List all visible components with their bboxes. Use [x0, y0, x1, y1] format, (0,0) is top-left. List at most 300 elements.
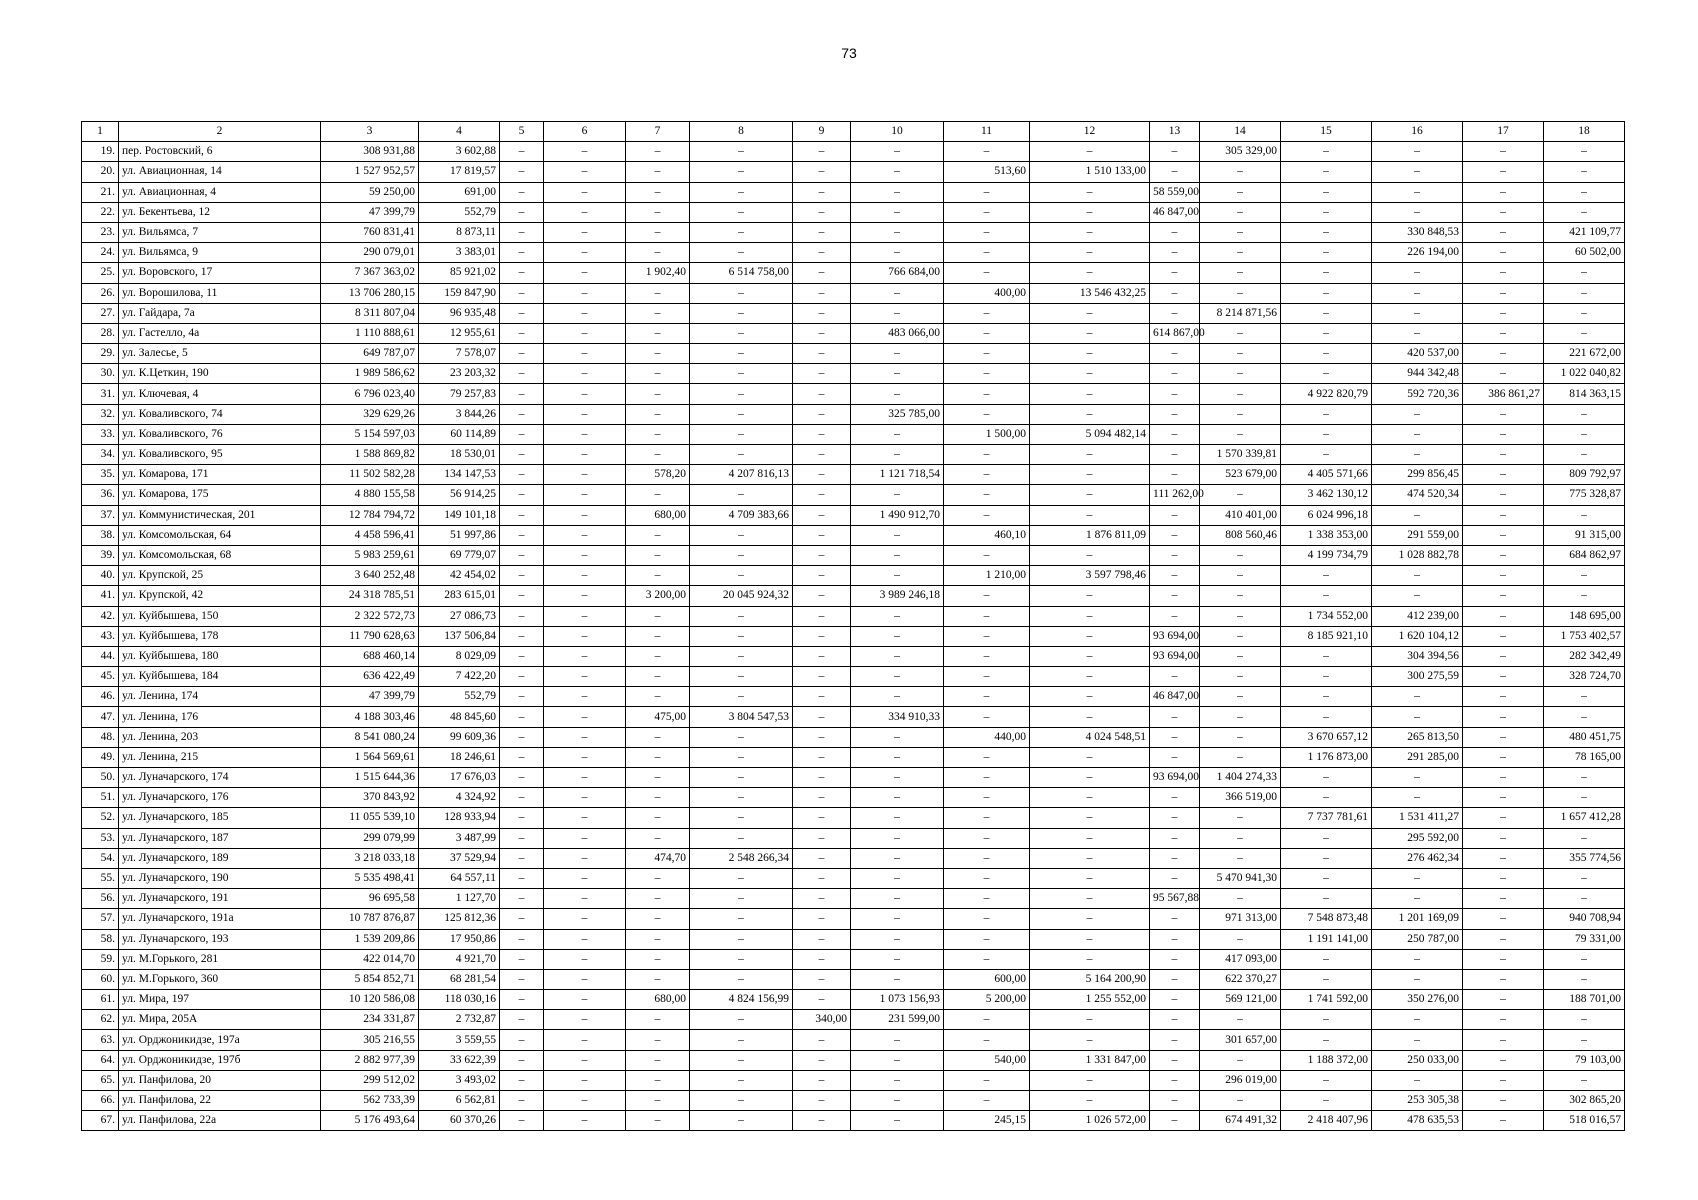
value-cell: –: [793, 566, 851, 586]
value-cell: –: [1281, 828, 1372, 848]
value-cell: –: [626, 1010, 690, 1030]
value-cell: –: [1150, 404, 1200, 424]
value-cell: 8 029,09: [419, 646, 500, 666]
value-cell: –: [793, 162, 851, 182]
row-number-cell: 66.: [82, 1091, 119, 1111]
value-cell: –: [500, 667, 544, 687]
value-cell: –: [626, 727, 690, 747]
value-cell: 10 787 876,87: [321, 909, 419, 929]
table-row: [82, 848, 1625, 868]
table-row: [82, 1030, 1625, 1050]
value-cell: –: [690, 929, 793, 949]
value-cell: –: [500, 727, 544, 747]
value-cell: 1 734 552,00: [1281, 606, 1372, 626]
value-cell: –: [1200, 404, 1281, 424]
table-row: [82, 263, 1625, 283]
address-cell: ул. Луначарского, 187: [119, 828, 321, 848]
value-cell: 27 086,73: [419, 606, 500, 626]
row-number-cell: 23.: [82, 222, 119, 242]
value-cell: –: [544, 868, 626, 888]
column-header: 3: [321, 122, 419, 142]
value-cell: –: [1030, 889, 1150, 909]
value-cell: –: [626, 768, 690, 788]
value-cell: –: [851, 182, 944, 202]
value-cell: –: [544, 1111, 626, 1131]
value-cell: –: [793, 445, 851, 465]
value-cell: –: [1463, 909, 1544, 929]
column-header: 8: [690, 122, 793, 142]
value-cell: 334 910,33: [851, 707, 944, 727]
value-cell: 1 989 586,62: [321, 364, 419, 384]
value-cell: –: [1150, 525, 1200, 545]
value-cell: 159 847,90: [419, 283, 500, 303]
value-cell: –: [690, 243, 793, 263]
value-cell: –: [1463, 828, 1544, 848]
value-cell: –: [793, 667, 851, 687]
value-cell: 540,00: [944, 1050, 1030, 1070]
value-cell: –: [1372, 263, 1463, 283]
value-cell: –: [1463, 404, 1544, 424]
value-cell: 13 546 432,25: [1030, 283, 1150, 303]
value-cell: –: [500, 969, 544, 989]
address-cell: ул. Коваливского, 95: [119, 445, 321, 465]
value-cell: –: [793, 384, 851, 404]
value-cell: –: [851, 344, 944, 364]
value-cell: –: [793, 344, 851, 364]
value-cell: 253 305,38: [1372, 1091, 1463, 1111]
value-cell: –: [544, 344, 626, 364]
value-cell: –: [1372, 424, 1463, 444]
value-cell: –: [500, 788, 544, 808]
row-number-cell: 57.: [82, 909, 119, 929]
value-cell: 188 701,00: [1544, 990, 1625, 1010]
value-cell: 1 028 882,78: [1372, 545, 1463, 565]
value-cell: –: [544, 606, 626, 626]
row-number-cell: 42.: [82, 606, 119, 626]
value-cell: –: [500, 1030, 544, 1050]
value-cell: –: [1150, 364, 1200, 384]
value-cell: –: [1150, 727, 1200, 747]
value-cell: –: [1281, 788, 1372, 808]
value-cell: –: [944, 889, 1030, 909]
value-cell: 475,00: [626, 707, 690, 727]
value-cell: 299 079,99: [321, 828, 419, 848]
value-cell: –: [1150, 667, 1200, 687]
table-row: [82, 505, 1625, 525]
value-cell: –: [626, 384, 690, 404]
value-cell: –: [1372, 566, 1463, 586]
value-cell: –: [793, 990, 851, 1010]
value-cell: –: [1544, 707, 1625, 727]
value-cell: –: [1150, 344, 1200, 364]
value-cell: 128 933,94: [419, 808, 500, 828]
value-cell: –: [500, 909, 544, 929]
value-cell: 93 694,00: [1150, 768, 1200, 788]
value-cell: 5 470 941,30: [1200, 868, 1281, 888]
value-cell: 478 635,53: [1372, 1111, 1463, 1131]
value-cell: –: [626, 1070, 690, 1090]
value-cell: –: [944, 485, 1030, 505]
value-cell: 299 856,45: [1372, 465, 1463, 485]
value-cell: –: [1372, 303, 1463, 323]
table-row: [82, 445, 1625, 465]
value-cell: 1 510 133,00: [1030, 162, 1150, 182]
value-cell: –: [851, 909, 944, 929]
column-header: 16: [1372, 122, 1463, 142]
value-cell: –: [851, 808, 944, 828]
value-cell: –: [626, 646, 690, 666]
value-cell: –: [1200, 929, 1281, 949]
value-cell: 93 694,00: [1150, 646, 1200, 666]
value-cell: 3 383,01: [419, 243, 500, 263]
value-cell: 370 843,92: [321, 788, 419, 808]
value-cell: 3 602,88: [419, 142, 500, 162]
value-cell: 300 275,59: [1372, 667, 1463, 687]
value-cell: –: [1544, 566, 1625, 586]
value-cell: 5 154 597,03: [321, 424, 419, 444]
value-cell: –: [544, 1010, 626, 1030]
value-cell: –: [1150, 606, 1200, 626]
value-cell: 5 854 852,71: [321, 969, 419, 989]
value-cell: –: [690, 344, 793, 364]
address-cell: ул. Мира, 205А: [119, 1010, 321, 1030]
value-cell: 1 570 339,81: [1200, 445, 1281, 465]
value-cell: 299 512,02: [321, 1070, 419, 1090]
value-cell: –: [944, 909, 1030, 929]
value-cell: –: [1544, 1010, 1625, 1030]
value-cell: –: [1030, 848, 1150, 868]
table-row: [82, 606, 1625, 626]
value-cell: –: [626, 243, 690, 263]
value-cell: –: [1030, 263, 1150, 283]
value-cell: –: [690, 202, 793, 222]
value-cell: –: [544, 808, 626, 828]
table-row: [82, 808, 1625, 828]
address-cell: ул. Крупской, 42: [119, 586, 321, 606]
value-cell: –: [626, 283, 690, 303]
row-number-cell: 65.: [82, 1070, 119, 1090]
value-cell: –: [1030, 808, 1150, 828]
value-cell: 134 147,53: [419, 465, 500, 485]
value-cell: –: [1200, 808, 1281, 828]
table-row: [82, 545, 1625, 565]
value-cell: –: [626, 404, 690, 424]
value-cell: –: [1030, 747, 1150, 767]
value-cell: 4 458 596,41: [321, 525, 419, 545]
row-number-cell: 61.: [82, 990, 119, 1010]
table-row: [82, 586, 1625, 606]
value-cell: –: [1463, 606, 1544, 626]
value-cell: –: [626, 969, 690, 989]
table-row: [82, 929, 1625, 949]
value-cell: –: [626, 142, 690, 162]
table-row: [82, 283, 1625, 303]
address-cell: ул. Луначарского, 189: [119, 848, 321, 868]
column-header: 2: [119, 122, 321, 142]
table-row: [82, 222, 1625, 242]
value-cell: –: [1030, 384, 1150, 404]
value-cell: 118 030,16: [419, 990, 500, 1010]
value-cell: –: [851, 424, 944, 444]
value-cell: –: [626, 566, 690, 586]
value-cell: 96 935,48: [419, 303, 500, 323]
value-cell: –: [1372, 889, 1463, 909]
value-cell: –: [1281, 646, 1372, 666]
value-cell: 304 394,56: [1372, 646, 1463, 666]
value-cell: –: [690, 909, 793, 929]
table-row: [82, 243, 1625, 263]
value-cell: –: [851, 525, 944, 545]
row-number-cell: 29.: [82, 344, 119, 364]
value-cell: –: [626, 808, 690, 828]
value-cell: –: [944, 323, 1030, 343]
value-cell: –: [1150, 1050, 1200, 1070]
value-cell: 4 324,92: [419, 788, 500, 808]
value-cell: –: [500, 687, 544, 707]
value-cell: –: [1372, 404, 1463, 424]
row-number-cell: 39.: [82, 545, 119, 565]
table-row: [82, 202, 1625, 222]
value-cell: 684 862,97: [1544, 545, 1625, 565]
value-cell: –: [544, 182, 626, 202]
value-cell: –: [1200, 828, 1281, 848]
value-cell: –: [851, 606, 944, 626]
value-cell: –: [626, 222, 690, 242]
value-cell: 5 164 200,90: [1030, 969, 1150, 989]
value-cell: –: [1030, 465, 1150, 485]
value-cell: –: [500, 949, 544, 969]
row-number-cell: 31.: [82, 384, 119, 404]
value-cell: –: [944, 364, 1030, 384]
value-cell: –: [1463, 505, 1544, 525]
value-cell: –: [544, 707, 626, 727]
value-cell: –: [690, 384, 793, 404]
value-cell: 1 588 869,82: [321, 445, 419, 465]
address-cell: ул. Орджоникидзе, 197б: [119, 1050, 321, 1070]
value-cell: –: [944, 202, 1030, 222]
value-cell: –: [1150, 1030, 1200, 1050]
value-cell: –: [1544, 445, 1625, 465]
column-header: 13: [1150, 122, 1200, 142]
value-cell: –: [793, 889, 851, 909]
table-row: [82, 364, 1625, 384]
value-cell: 1 902,40: [626, 263, 690, 283]
value-cell: –: [793, 646, 851, 666]
value-cell: 4 405 571,66: [1281, 465, 1372, 485]
table-row: [82, 404, 1625, 424]
row-number-cell: 24.: [82, 243, 119, 263]
value-cell: –: [1544, 303, 1625, 323]
value-cell: –: [944, 949, 1030, 969]
value-cell: –: [944, 222, 1030, 242]
value-cell: –: [690, 687, 793, 707]
value-cell: –: [544, 667, 626, 687]
row-number-cell: 45.: [82, 667, 119, 687]
address-cell: ул. Комарова, 175: [119, 485, 321, 505]
row-number-cell: 35.: [82, 465, 119, 485]
table-row: [82, 384, 1625, 404]
value-cell: 2 418 407,96: [1281, 1111, 1372, 1131]
value-cell: 1 201 169,09: [1372, 909, 1463, 929]
value-cell: 96 695,58: [321, 889, 419, 909]
value-cell: –: [626, 182, 690, 202]
value-cell: –: [851, 828, 944, 848]
value-cell: –: [851, 485, 944, 505]
header-row: [82, 122, 1625, 142]
value-cell: 148 695,00: [1544, 606, 1625, 626]
value-cell: –: [690, 626, 793, 646]
value-cell: –: [1281, 445, 1372, 465]
address-cell: ул. Луначарского, 176: [119, 788, 321, 808]
value-cell: 60 502,00: [1544, 243, 1625, 263]
row-number-cell: 62.: [82, 1010, 119, 1030]
value-cell: 814 363,15: [1544, 384, 1625, 404]
value-cell: –: [1030, 1091, 1150, 1111]
value-cell: –: [793, 909, 851, 929]
value-cell: –: [851, 868, 944, 888]
value-cell: –: [690, 142, 793, 162]
value-cell: –: [1030, 768, 1150, 788]
value-cell: –: [690, 545, 793, 565]
value-cell: –: [851, 364, 944, 384]
value-cell: –: [1281, 1010, 1372, 1030]
value-cell: 600,00: [944, 969, 1030, 989]
address-cell: ул. Воровского, 17: [119, 263, 321, 283]
value-cell: –: [1200, 646, 1281, 666]
value-cell: –: [1463, 1030, 1544, 1050]
table-row: [82, 747, 1625, 767]
value-cell: –: [1544, 162, 1625, 182]
value-cell: –: [944, 848, 1030, 868]
value-cell: –: [626, 1091, 690, 1111]
value-cell: –: [500, 848, 544, 868]
value-cell: –: [944, 687, 1030, 707]
value-cell: –: [1150, 848, 1200, 868]
value-cell: –: [1463, 667, 1544, 687]
value-cell: –: [544, 364, 626, 384]
value-cell: –: [1030, 404, 1150, 424]
value-cell: –: [1030, 909, 1150, 929]
table-row: [82, 1010, 1625, 1030]
value-cell: –: [1463, 868, 1544, 888]
value-cell: –: [626, 323, 690, 343]
address-cell: ул. Панфилова, 22: [119, 1091, 321, 1111]
value-cell: –: [1200, 727, 1281, 747]
table-row: [82, 525, 1625, 545]
value-cell: –: [793, 1070, 851, 1090]
value-cell: –: [944, 606, 1030, 626]
value-cell: –: [544, 768, 626, 788]
value-cell: –: [690, 949, 793, 969]
value-cell: –: [944, 1030, 1030, 1050]
value-cell: –: [500, 1091, 544, 1111]
value-cell: –: [944, 142, 1030, 162]
value-cell: –: [1544, 586, 1625, 606]
value-cell: 276 462,34: [1372, 848, 1463, 868]
value-cell: 2 882 977,39: [321, 1050, 419, 1070]
value-cell: 760 831,41: [321, 222, 419, 242]
value-cell: 69 779,07: [419, 545, 500, 565]
value-cell: –: [626, 626, 690, 646]
value-cell: 325 785,00: [851, 404, 944, 424]
value-cell: 47 399,79: [321, 687, 419, 707]
value-cell: –: [544, 586, 626, 606]
value-cell: 37 529,94: [419, 848, 500, 868]
address-cell: ул. Луначарского, 191: [119, 889, 321, 909]
address-cell: ул. Луначарского, 191а: [119, 909, 321, 929]
value-cell: 636 422,49: [321, 667, 419, 687]
row-number-cell: 21.: [82, 182, 119, 202]
value-cell: 674 491,32: [1200, 1111, 1281, 1131]
value-cell: 4 024 548,51: [1030, 727, 1150, 747]
value-cell: –: [544, 646, 626, 666]
value-cell: 3 487,99: [419, 828, 500, 848]
value-cell: –: [500, 182, 544, 202]
value-cell: –: [1150, 1091, 1200, 1111]
column-header: 11: [944, 122, 1030, 142]
value-cell: –: [626, 202, 690, 222]
value-cell: 64 557,11: [419, 868, 500, 888]
address-cell: ул. Авиационная, 14: [119, 162, 321, 182]
value-cell: 48 845,60: [419, 707, 500, 727]
value-cell: 3 218 033,18: [321, 848, 419, 868]
address-cell: ул. Крупской, 25: [119, 566, 321, 586]
value-cell: –: [626, 1111, 690, 1131]
value-cell: 11 502 582,28: [321, 465, 419, 485]
value-cell: –: [1281, 202, 1372, 222]
row-number-cell: 26.: [82, 283, 119, 303]
value-cell: –: [1281, 323, 1372, 343]
value-cell: –: [1200, 889, 1281, 909]
value-cell: 366 519,00: [1200, 788, 1281, 808]
value-cell: 8 541 080,24: [321, 727, 419, 747]
value-cell: –: [793, 303, 851, 323]
value-cell: 111 262,00: [1150, 485, 1200, 505]
value-cell: 460,10: [944, 525, 1030, 545]
value-cell: –: [500, 1111, 544, 1131]
value-cell: 3 559,55: [419, 1030, 500, 1050]
value-cell: –: [1200, 1050, 1281, 1070]
value-cell: –: [1150, 303, 1200, 323]
value-cell: 562 733,39: [321, 1091, 419, 1111]
value-cell: –: [1372, 868, 1463, 888]
value-cell: –: [851, 768, 944, 788]
value-cell: 226 194,00: [1372, 243, 1463, 263]
address-cell: ул. Ленина, 203: [119, 727, 321, 747]
value-cell: –: [1150, 1111, 1200, 1131]
value-cell: 17 950,86: [419, 929, 500, 949]
value-cell: –: [690, 424, 793, 444]
value-cell: 386 861,27: [1463, 384, 1544, 404]
value-cell: –: [1150, 283, 1200, 303]
value-cell: –: [1463, 949, 1544, 969]
value-cell: 12 784 794,72: [321, 505, 419, 525]
value-cell: 60 114,89: [419, 424, 500, 444]
row-number-cell: 67.: [82, 1111, 119, 1131]
value-cell: –: [1030, 364, 1150, 384]
address-cell: ул. Куйбышева, 184: [119, 667, 321, 687]
value-cell: –: [500, 747, 544, 767]
value-cell: –: [1150, 263, 1200, 283]
value-cell: –: [851, 283, 944, 303]
value-cell: –: [1150, 929, 1200, 949]
value-cell: –: [793, 465, 851, 485]
value-cell: –: [1463, 525, 1544, 545]
value-cell: –: [690, 667, 793, 687]
value-cell: 329 629,26: [321, 404, 419, 424]
value-cell: –: [1150, 545, 1200, 565]
value-cell: 295 592,00: [1372, 828, 1463, 848]
